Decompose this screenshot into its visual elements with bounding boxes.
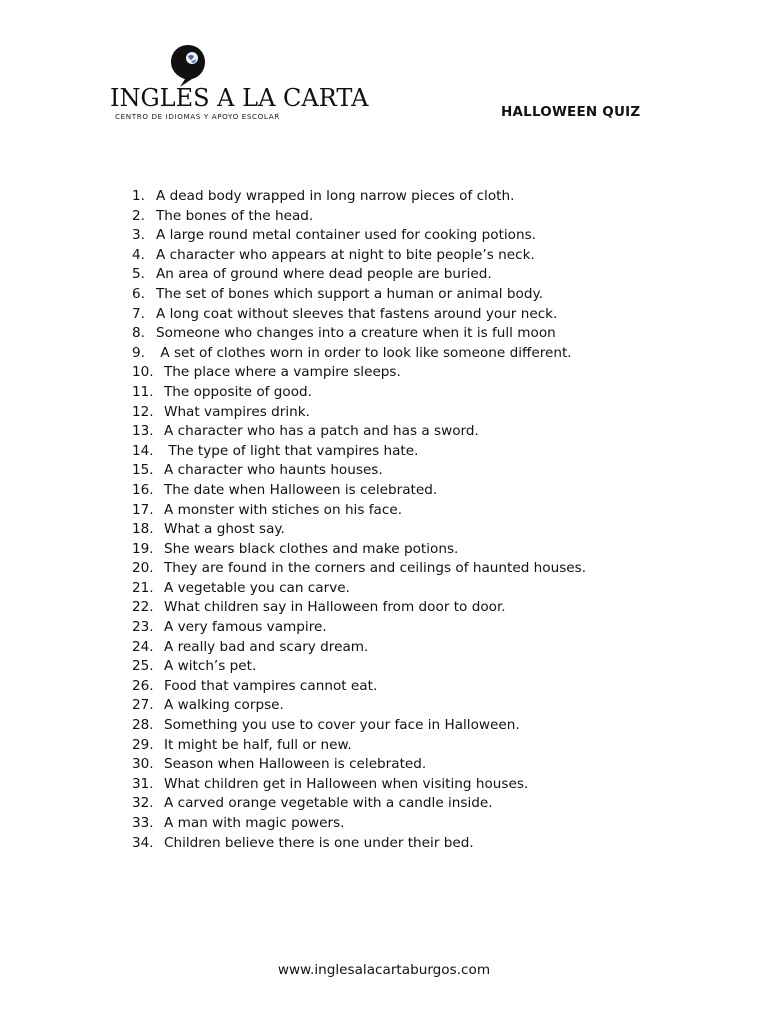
quiz-question [132,657,586,677]
question-number: 2. [132,207,145,224]
question-text: The place where a vampire sleeps. [164,364,401,381]
question-number: 10. [132,364,154,381]
quiz-question [132,324,586,344]
question-text: A set of clothes worn in order to look like someone different. [156,344,572,361]
quiz-question [132,422,586,442]
globe-pin-icon [170,44,206,88]
question-text: A man with magic powers. [164,815,345,831]
question-text: A vegetable you can carve. [164,579,350,596]
question-number: 34. [132,834,154,851]
question-number: 12. [132,403,154,420]
question-number: 14. [132,442,154,459]
quiz-question [132,677,586,697]
question-text: It might be half, full or new. [164,736,352,753]
question-number: 21. [132,579,154,596]
question-text: The opposite of good. [164,383,313,400]
question-number: 8. [132,325,145,342]
quiz-question [132,344,586,364]
question-number: 18. [132,521,154,538]
question-text: The date when Halloween is celebrated. [164,481,438,498]
question-number: 20. [132,560,154,577]
question-text: Food that vampires cannot eat. [164,677,378,694]
quiz-question [132,579,586,599]
quiz-question [132,461,586,481]
question-number: 5. [132,266,145,283]
quiz-question [132,520,586,540]
question-text: The type of light that vampires hate. [164,442,419,459]
question-text: A witch’s pet. [164,658,257,675]
question-text: A dead body wrapped in long narrow pieces of cloth. [156,188,515,204]
quiz-question [132,285,586,305]
question-number: 16. [132,481,154,498]
question-number: 13. [132,423,154,440]
quiz-question [132,794,586,814]
question-text: A monster with stiches on his face. [164,501,403,518]
quiz-question [132,363,586,383]
question-number: 28. [132,717,154,734]
quiz-question [132,501,586,521]
footer-website: www.inglesalacartaburgos.com [277,962,491,978]
question-text: She wears black clothes and make potions. [164,540,459,557]
quiz-question [132,618,586,638]
quiz-question [132,403,586,423]
quiz-question [132,442,586,462]
quiz-question [132,481,586,501]
question-number: 26. [132,677,154,694]
question-text: They are found in the corners and ceilings of haunted houses. [164,560,587,577]
question-text: A very famous vampire. [164,619,327,636]
logo [110,44,369,122]
question-text: What children get in Halloween when visiting houses. [164,775,529,792]
question-text: Someone who changes into a creature when it is full moon [156,325,556,342]
quiz-question [132,638,586,658]
question-text: The set of bones which support a human or animal body. [156,285,543,302]
question-text: Something you use to cover your face in Halloween. [164,717,520,734]
question-text: A walking corpse. [164,697,284,714]
quiz-question [132,716,586,736]
question-number: 6. [132,285,145,302]
quiz-question [132,814,586,834]
question-text: A character who haunts houses. [164,462,383,479]
question-text: What a ghost say. [164,521,285,538]
quiz-question [132,187,586,207]
quiz-question [132,755,586,775]
question-number: 25. [132,658,154,675]
quiz-question [132,559,586,579]
question-number: 24. [132,638,154,655]
question-number: 22. [132,599,154,616]
quiz-question [132,540,586,560]
question-text: Children believe there is one under their bed. [164,834,474,851]
logo-name: INGLES A LA CARTA [110,84,369,112]
quiz-question [132,775,586,795]
quiz-question [132,207,586,227]
question-number: 23. [132,619,154,636]
quiz-question [132,265,586,285]
question-number: 3. [132,227,145,244]
question-text: Season when Halloween is celebrated. [164,756,427,773]
question-text: A character who has a patch and has a sword. [164,423,479,440]
quiz-question [132,383,586,403]
question-text: What vampires drink. [164,403,310,420]
question-number: 9. [132,344,145,361]
quiz-question [132,736,586,756]
quiz-question [132,226,586,246]
question-number: 11. [132,383,154,400]
question-number: 29. [132,736,154,753]
question-text: A long coat without sleeves that fastens around your neck. [156,305,558,322]
question-number: 33. [132,815,154,831]
question-number: 31. [132,775,154,792]
question-text: An area of ground where dead people are buried. [156,266,492,283]
question-number: 15. [132,462,154,479]
page-title: HALLOWEEN QUIZ [501,104,641,120]
question-number: 27. [132,697,154,714]
question-text: A large round metal container used for cooking potions. [156,227,537,244]
question-number: 4. [132,246,145,263]
question-text: A carved orange vegetable with a candle inside. [164,795,493,812]
question-number: 30. [132,756,154,773]
logo-tagline: CENTRO DE IDIOMAS Y APOYO ESCOLAR [115,112,280,121]
question-number: 32. [132,795,154,812]
quiz-question [132,696,586,716]
quiz-question [132,834,586,854]
quiz-question [132,598,586,618]
question-number: 17. [132,501,154,518]
question-number: 1. [132,188,145,204]
quiz-question-list [132,187,586,853]
question-number: 19. [132,540,154,557]
quiz-question [132,246,586,266]
question-text: The bones of the head. [156,207,314,224]
question-number: 7. [132,305,145,322]
question-text: A character who appears at night to bite people’s neck. [156,246,535,263]
question-text: A really bad and scary dream. [164,638,369,655]
question-text: What children say in Halloween from door to door. [164,599,506,616]
quiz-question [132,305,586,325]
